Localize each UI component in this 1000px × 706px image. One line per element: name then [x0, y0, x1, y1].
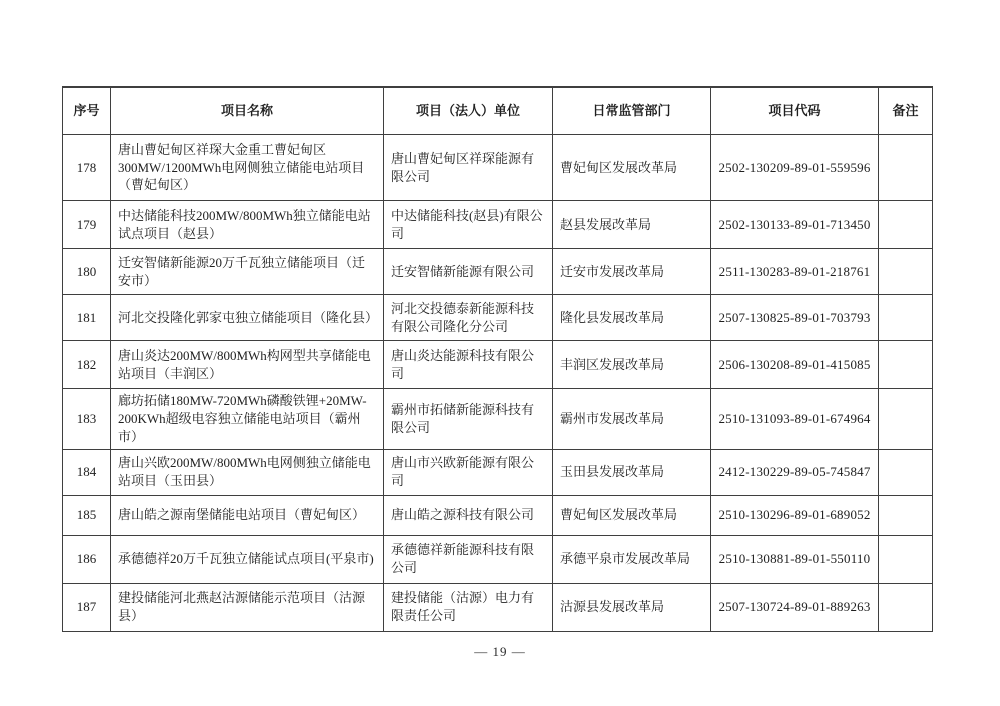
legal-entity: 承德德祥新能源科技有限公司: [384, 535, 553, 583]
supervision-dept: 霸州市发展改革局: [553, 389, 711, 450]
header-remarks: 备注: [879, 87, 933, 135]
remark-cell: [879, 249, 933, 295]
serial-number: 182: [63, 341, 111, 389]
supervision-dept: 隆化县发展改革局: [553, 295, 711, 341]
project-table: [62, 86, 933, 632]
legal-entity: 唐山皓之源科技有限公司: [384, 495, 553, 535]
project-name: 河北交投隆化郭家屯独立储能项目（隆化县）: [111, 295, 384, 341]
table-row: [63, 135, 933, 201]
project-code: 2507-130724-89-01-889263: [711, 583, 879, 631]
project-code: 2412-130229-89-05-745847: [711, 449, 879, 495]
project-name: 唐山曹妃甸区祥琛大金重工曹妃甸区300MW/1200MWh电网侧独立储能电站项目（曹妃甸区）: [111, 135, 384, 201]
project-code: 2502-130133-89-01-713450: [711, 201, 879, 249]
legal-entity: 唐山炎达能源科技有限公司: [384, 341, 553, 389]
serial-number: 187: [63, 583, 111, 631]
project-code: 2510-131093-89-01-674964: [711, 389, 879, 450]
project-code: 2506-130208-89-01-415085: [711, 341, 879, 389]
project-code: 2511-130283-89-01-218761: [711, 249, 879, 295]
project-name: 建投储能河北燕赵沽源储能示范项目（沽源县）: [111, 583, 384, 631]
table-row: [63, 201, 933, 249]
serial-number: 179: [63, 201, 111, 249]
serial-number: 178: [63, 135, 111, 201]
table-row: [63, 583, 933, 631]
legal-entity: 霸州市拓储新能源科技有限公司: [384, 389, 553, 450]
remark-cell: [879, 201, 933, 249]
remark-cell: [879, 341, 933, 389]
serial-number: 181: [63, 295, 111, 341]
header-legal-entity: 项目（法人）单位: [384, 87, 553, 135]
remark-cell: [879, 583, 933, 631]
remark-cell: [879, 135, 933, 201]
remark-cell: [879, 389, 933, 450]
supervision-dept: 迁安市发展改革局: [553, 249, 711, 295]
project-name: 迁安智储新能源20万千瓦独立储能项目（迁安市）: [111, 249, 384, 295]
project-code: 2507-130825-89-01-703793: [711, 295, 879, 341]
supervision-dept: 玉田县发展改革局: [553, 449, 711, 495]
header-serial-number: 序号: [63, 87, 111, 135]
table-header-row: [63, 87, 933, 135]
project-name: 唐山兴欧200MW/800MWh电网侧独立储能电站项目（玉田县）: [111, 449, 384, 495]
project-name: 中达储能科技200MW/800MWh独立储能电站试点项目（赵县）: [111, 201, 384, 249]
legal-entity: 中达储能科技(赵县)有限公司: [384, 201, 553, 249]
table-row: [63, 341, 933, 389]
legal-entity: 唐山曹妃甸区祥琛能源有限公司: [384, 135, 553, 201]
project-name: 承德德祥20万千瓦独立储能试点项目(平泉市): [111, 535, 384, 583]
serial-number: 184: [63, 449, 111, 495]
serial-number: 185: [63, 495, 111, 535]
supervision-dept: 曹妃甸区发展改革局: [553, 495, 711, 535]
table-row: [63, 495, 933, 535]
legal-entity: 迁安智储新能源有限公司: [384, 249, 553, 295]
legal-entity: 河北交投德泰新能源科技有限公司隆化分公司: [384, 295, 553, 341]
supervision-dept: 赵县发展改革局: [553, 201, 711, 249]
project-name: 廊坊拓储180MW-720MWh磷酸铁锂+20MW-200KWh超级电容独立储能电站项目（霸州市）: [111, 389, 384, 450]
remark-cell: [879, 495, 933, 535]
serial-number: 183: [63, 389, 111, 450]
header-project-code: 项目代码: [711, 87, 879, 135]
supervision-dept: 曹妃甸区发展改革局: [553, 135, 711, 201]
serial-number: 180: [63, 249, 111, 295]
header-project-name: 项目名称: [111, 87, 384, 135]
legal-entity: 建投储能（沽源）电力有限责任公司: [384, 583, 553, 631]
table-row: [63, 249, 933, 295]
page-number: — 19 —: [474, 644, 526, 659]
table-row: [63, 295, 933, 341]
table-row: [63, 389, 933, 450]
project-name: 唐山炎达200MW/800MWh构网型共享储能电站项目（丰润区）: [111, 341, 384, 389]
header-supervision-dept: 日常监管部门: [553, 87, 711, 135]
table-row: [63, 449, 933, 495]
legal-entity: 唐山市兴欧新能源有限公司: [384, 449, 553, 495]
remark-cell: [879, 535, 933, 583]
serial-number: 186: [63, 535, 111, 583]
remark-cell: [879, 295, 933, 341]
remark-cell: [879, 449, 933, 495]
project-code: 2502-130209-89-01-559596: [711, 135, 879, 201]
supervision-dept: 沽源县发展改革局: [553, 583, 711, 631]
project-name: 唐山皓之源南堡储能电站项目（曹妃甸区）: [111, 495, 384, 535]
project-code: 2510-130296-89-01-689052: [711, 495, 879, 535]
table-row: [63, 535, 933, 583]
supervision-dept: 承德平泉市发展改革局: [553, 535, 711, 583]
project-code: 2510-130881-89-01-550110: [711, 535, 879, 583]
supervision-dept: 丰润区发展改革局: [553, 341, 711, 389]
